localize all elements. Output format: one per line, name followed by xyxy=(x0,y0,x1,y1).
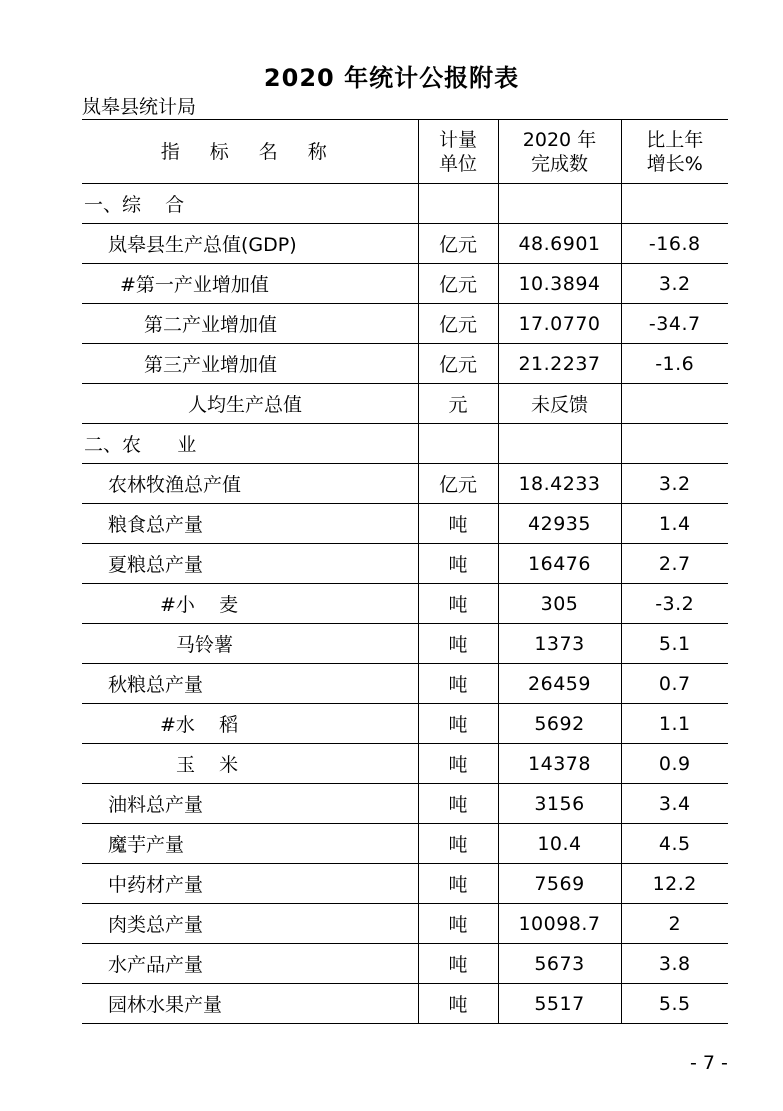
row-growth: 3.8 xyxy=(621,944,728,984)
table-header-row xyxy=(82,120,728,184)
row-unit: 亿元 xyxy=(418,224,498,264)
row-value: 10.4 xyxy=(498,824,621,864)
table-row xyxy=(82,544,728,584)
row-name: 魔芋产量 xyxy=(82,824,418,864)
row-unit xyxy=(418,424,498,464)
row-name: 粮食总产量 xyxy=(82,504,418,544)
header-growth-line2: 增长% xyxy=(646,152,703,175)
row-value: 5673 xyxy=(498,944,621,984)
row-growth: 5.1 xyxy=(621,624,728,664)
row-value: 未反馈 xyxy=(498,384,621,424)
row-name: 第二产业增加值 xyxy=(82,304,418,344)
header-unit xyxy=(418,120,498,184)
row-growth: 4.5 xyxy=(621,824,728,864)
row-unit: 吨 xyxy=(418,504,498,544)
table-row xyxy=(82,584,728,624)
table-row xyxy=(82,824,728,864)
table-row xyxy=(82,344,728,384)
row-unit: 吨 xyxy=(418,584,498,624)
row-value xyxy=(498,184,621,224)
row-growth: 3.2 xyxy=(621,464,728,504)
row-unit: 吨 xyxy=(418,664,498,704)
header-growth-line1: 比上年 xyxy=(646,128,704,151)
table-row xyxy=(82,984,728,1024)
row-value: 305 xyxy=(498,584,621,624)
table-row xyxy=(82,784,728,824)
row-value: 17.0770 xyxy=(498,304,621,344)
row-unit: 吨 xyxy=(418,864,498,904)
header-unit-line2: 单位 xyxy=(438,152,477,175)
row-unit: 吨 xyxy=(418,744,498,784)
row-growth: -34.7 xyxy=(621,304,728,344)
row-growth: 2 xyxy=(621,904,728,944)
row-unit: 吨 xyxy=(418,624,498,664)
row-unit: 吨 xyxy=(418,544,498,584)
table-row xyxy=(82,744,728,784)
row-growth: -1.6 xyxy=(621,344,728,384)
row-name: 秋粮总产量 xyxy=(82,664,418,704)
row-name: #水 稻 xyxy=(82,704,418,744)
table-row xyxy=(82,904,728,944)
row-value: 1373 xyxy=(498,624,621,664)
table-row xyxy=(82,864,728,904)
row-value: 10098.7 xyxy=(498,904,621,944)
row-value xyxy=(498,424,621,464)
table-row xyxy=(82,384,728,424)
header-value-line1: 2020 年 xyxy=(522,128,597,151)
row-growth: 0.7 xyxy=(621,664,728,704)
row-value: 7569 xyxy=(498,864,621,904)
row-name: 农林牧渔总产值 xyxy=(82,464,418,504)
row-name: 夏粮总产量 xyxy=(82,544,418,584)
row-unit: 吨 xyxy=(418,784,498,824)
row-name: 马铃薯 xyxy=(82,624,418,664)
row-unit: 吨 xyxy=(418,984,498,1024)
header-value-line2: 完成数 xyxy=(530,152,588,175)
row-name: 人均生产总值 xyxy=(82,384,418,424)
row-growth: 12.2 xyxy=(621,864,728,904)
row-growth: 3.4 xyxy=(621,784,728,824)
row-growth: 5.5 xyxy=(621,984,728,1024)
header-growth xyxy=(621,120,728,184)
table-row xyxy=(82,304,728,344)
row-name: 玉 米 xyxy=(82,744,418,784)
row-growth: 3.2 xyxy=(621,264,728,304)
row-value: 21.2237 xyxy=(498,344,621,384)
table-row xyxy=(82,944,728,984)
statistics-table xyxy=(82,119,728,1024)
table-row xyxy=(82,624,728,664)
row-name: 第三产业增加值 xyxy=(82,344,418,384)
table-row xyxy=(82,184,728,224)
row-unit: 元 xyxy=(418,384,498,424)
row-unit: 吨 xyxy=(418,904,498,944)
row-value: 16476 xyxy=(498,544,621,584)
row-growth: 1.4 xyxy=(621,504,728,544)
row-name: 一、综 合 xyxy=(82,184,418,224)
row-value: 48.6901 xyxy=(498,224,621,264)
row-unit: 吨 xyxy=(418,824,498,864)
row-name: 油料总产量 xyxy=(82,784,418,824)
row-growth: 2.7 xyxy=(621,544,728,584)
row-name: 肉类总产量 xyxy=(82,904,418,944)
table-row xyxy=(82,224,728,264)
row-name: #小 麦 xyxy=(82,584,418,624)
row-growth: -16.8 xyxy=(621,224,728,264)
row-name: #第一产业增加值 xyxy=(82,264,418,304)
row-unit: 亿元 xyxy=(418,264,498,304)
row-name: 中药材产量 xyxy=(82,864,418,904)
row-value: 5517 xyxy=(498,984,621,1024)
row-growth: -3.2 xyxy=(621,584,728,624)
page-title: 2020 年统计公报附表 xyxy=(263,64,520,92)
row-value: 18.4233 xyxy=(498,464,621,504)
row-growth xyxy=(621,184,728,224)
issuing-organization: 岚皋县统计局 xyxy=(82,96,197,118)
row-unit: 吨 xyxy=(418,704,498,744)
row-unit: 亿元 xyxy=(418,304,498,344)
row-unit: 亿元 xyxy=(418,464,498,504)
row-value: 42935 xyxy=(498,504,621,544)
table-row xyxy=(82,664,728,704)
row-unit: 吨 xyxy=(418,944,498,984)
row-value: 14378 xyxy=(498,744,621,784)
row-growth xyxy=(621,424,728,464)
table-row xyxy=(82,464,728,504)
row-growth: 1.1 xyxy=(621,704,728,744)
table-row xyxy=(82,504,728,544)
row-value: 26459 xyxy=(498,664,621,704)
row-name: 二、农 业 xyxy=(82,424,418,464)
header-unit-line1: 计量 xyxy=(438,128,477,151)
row-name: 园林水果产量 xyxy=(82,984,418,1024)
row-name: 岚皋县生产总值(GDP) xyxy=(82,224,418,264)
row-unit xyxy=(418,184,498,224)
row-name: 水产品产量 xyxy=(82,944,418,984)
row-unit: 亿元 xyxy=(418,344,498,384)
row-value: 3156 xyxy=(498,784,621,824)
header-indicator-name: 指 标 名 称 xyxy=(82,120,418,184)
row-value: 5692 xyxy=(498,704,621,744)
table-row xyxy=(82,264,728,304)
row-value: 10.3894 xyxy=(498,264,621,304)
row-growth xyxy=(621,384,728,424)
table-row xyxy=(82,704,728,744)
header-value xyxy=(498,120,621,184)
table-row xyxy=(82,424,728,464)
page-number: - 7 - xyxy=(690,1052,728,1074)
row-growth: 0.9 xyxy=(621,744,728,784)
